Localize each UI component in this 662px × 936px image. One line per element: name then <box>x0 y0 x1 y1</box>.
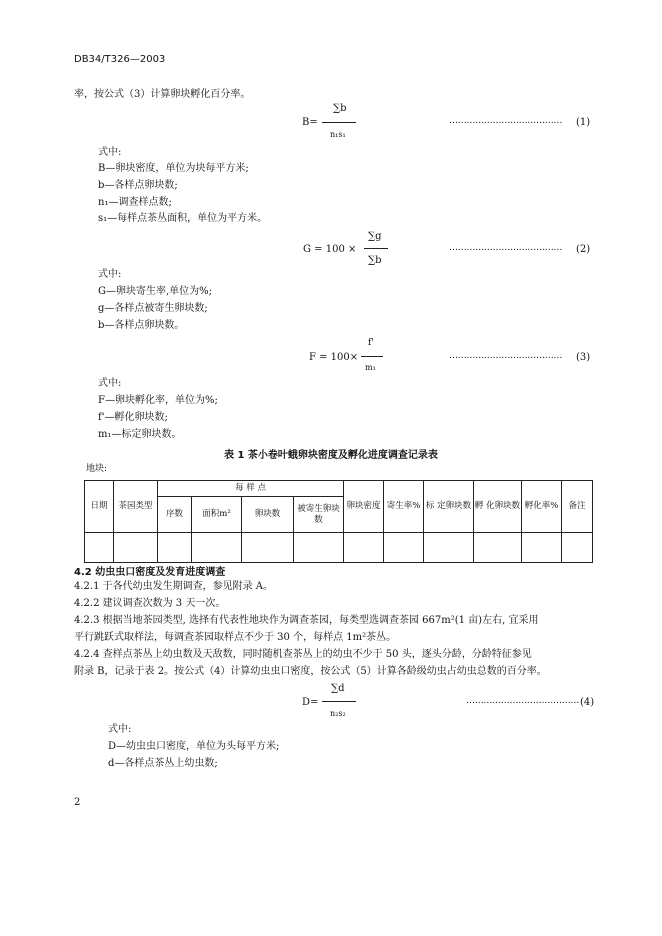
paragraph: 率，按公式（3）计算卵块孵化百分率。 <box>74 89 251 100</box>
formula-numerator: ∑d <box>331 683 345 694</box>
paragraph: 4.2.3 根据当地茶园类型, 选择有代表性地块作为调查茶园，每类型选调查茶园 667m²(1 亩)左右, 宜采用 <box>74 615 539 626</box>
sub-col-parasitized: 被寄生卵块数 <box>294 497 344 533</box>
col-parasitism-rate: 寄生率% <box>384 481 424 533</box>
plot-label: 地块: <box>86 464 108 474</box>
leader-dots: ………………………………… <box>449 351 563 361</box>
formula-numerator: f' <box>368 338 374 348</box>
formula-number: (4) <box>580 697 595 708</box>
leader-dots: ………………………………… <box>449 243 563 253</box>
leader-dots: ………………………………… <box>449 116 563 126</box>
formula-lhs: D= <box>302 697 319 708</box>
formula-number: (3) <box>576 352 591 363</box>
paragraph: 4.2.4 查样点茶丛上幼虫数及天敌数，同时随机查茶丛上的幼虫不少于 50 头，逐头分龄，分龄特征参见 <box>74 649 532 660</box>
sub-col-eggs: 卵块数 <box>242 497 294 533</box>
where-item: G—卵块寄生率,单位为%; <box>98 286 213 297</box>
fraction-bar <box>322 122 356 123</box>
where-item: B—卵块密度，单位为块每平方米; <box>98 163 249 174</box>
fraction-bar <box>322 701 356 702</box>
col-hatched-eggs: 孵 化卵块数 <box>474 481 522 533</box>
section-title: 4.2 幼虫虫口密度及发育进度调查 <box>74 567 226 578</box>
fraction-bar <box>361 356 383 357</box>
col-note: 备注 <box>562 481 593 533</box>
formula-denominator: m₁ <box>365 363 376 372</box>
col-hatch-rate: 孵化率% <box>522 481 562 533</box>
where-item: b—各样点卵块数。 <box>98 320 185 331</box>
fraction-bar <box>364 248 388 249</box>
page-number: 2 <box>74 797 81 808</box>
formula-numerator: ∑b <box>333 103 347 114</box>
col-garden-type: 茶园类型 <box>114 481 158 533</box>
where-item: d—各样点茶丛上幼虫数; <box>108 758 218 769</box>
where-label: 式中: <box>98 378 122 389</box>
where-item: b—各样点卵块数; <box>98 180 178 191</box>
paragraph: 附录 B，记录于表 2。按公式（4）计算幼虫虫口密度，按公式（5）计算各龄级幼虫占幼虫总数的百分率。 <box>74 666 547 677</box>
where-label: 式中: <box>98 147 122 158</box>
where-item: D—幼虫虫口密度，单位为头每平方米; <box>108 741 280 752</box>
formula-denominator: ∑b <box>368 255 382 266</box>
where-item: f'—孵化卵块数; <box>98 412 168 423</box>
formula-lhs: F = 100× <box>309 352 359 363</box>
formula-number: (2) <box>576 244 591 255</box>
formula-lhs: G = 100 × <box>303 244 357 255</box>
col-density: 卵块密度 <box>344 481 384 533</box>
where-item: F—卵块孵化率，单位为%; <box>98 395 218 406</box>
col-date: 日期 <box>85 481 114 533</box>
table-caption: 表 1 茶小卷叶蛾卵块密度及孵化进度调查记录表 <box>224 450 438 461</box>
where-label: 式中: <box>108 724 132 735</box>
formula-numerator: ∑g <box>368 231 382 242</box>
formula-denominator: n₂s₂ <box>330 709 346 718</box>
formula-number: (1) <box>576 117 591 128</box>
paragraph: 4.2.1 于各代幼虫发生期调查，参见附录 A。 <box>74 581 274 592</box>
leader-dots: ………………………………… <box>466 696 580 706</box>
col-marked-eggs: 标 定卵块数 <box>424 481 474 533</box>
formula-lhs: B= <box>302 117 318 128</box>
sub-col-area: 面积m² <box>192 497 242 533</box>
where-item: g—各样点被寄生卵块数; <box>98 303 208 314</box>
paragraph: 4.2.2 建议调查次数为 3 天一次。 <box>74 598 226 609</box>
doc-code: DB34/T326—2003 <box>74 54 166 65</box>
col-group-per-point: 每 样 点 <box>158 481 344 497</box>
where-item: s₁—每样点茶丛面积，单位为平方米。 <box>98 213 268 224</box>
record-table <box>84 480 593 563</box>
formula-denominator: n₁s₁ <box>330 130 346 139</box>
sub-col-seq: 序数 <box>158 497 192 533</box>
where-item: n₁—调查样点数; <box>98 197 172 208</box>
where-item: m₁—标定卵块数。 <box>98 429 182 440</box>
table-row <box>85 533 593 563</box>
where-label: 式中: <box>98 269 122 280</box>
paragraph: 平行跳跃式取样法，每调查茶园取样点不少于 30 个，每样点 1m²茶丛。 <box>74 632 397 643</box>
